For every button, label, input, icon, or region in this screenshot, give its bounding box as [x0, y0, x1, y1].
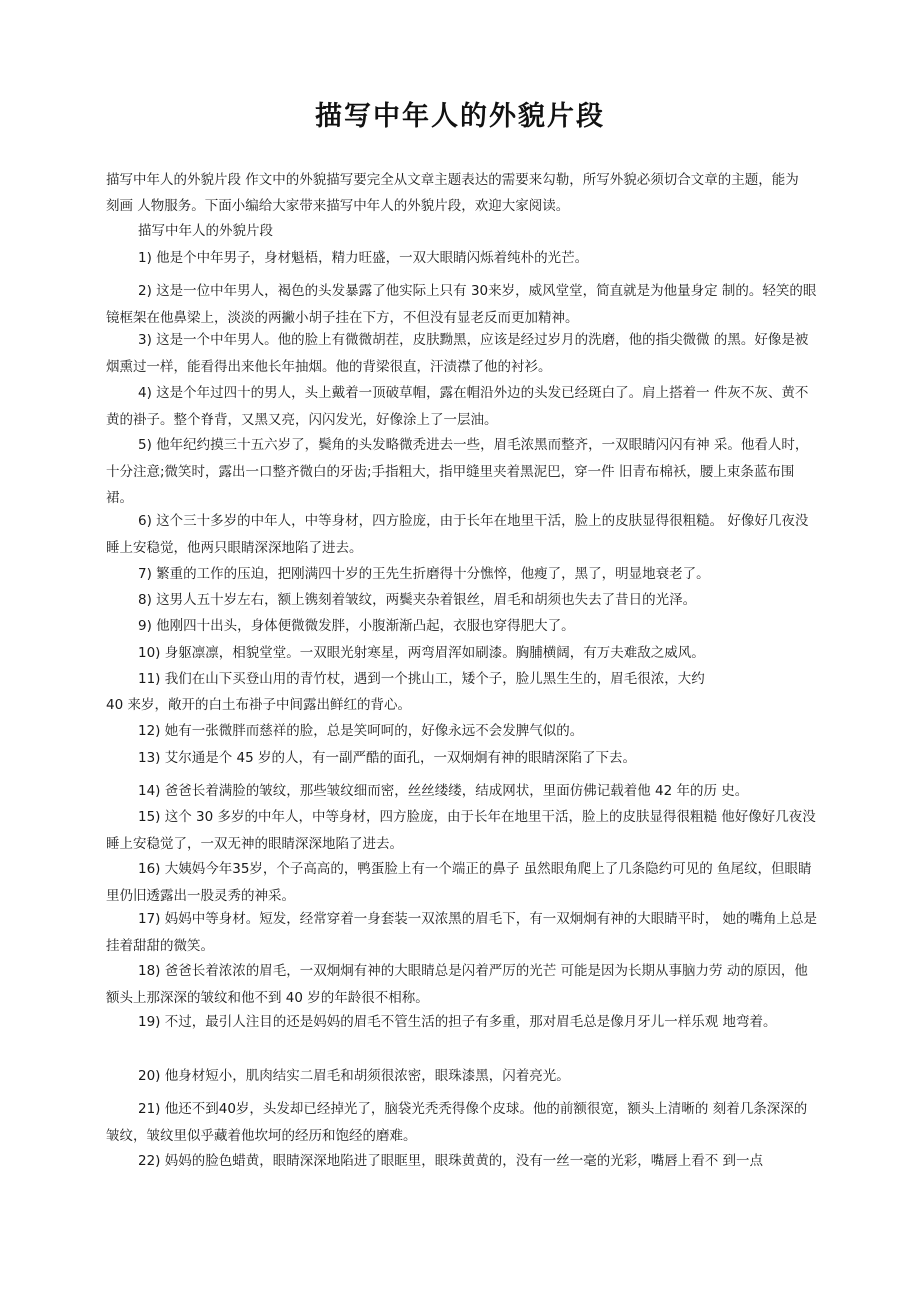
list-item: 8) 这男人五十岁左右，额上镌刻着皱纹，两鬓夹杂着银丝，眉毛和胡须也失去了昔日的光泽。 — [138, 592, 697, 608]
list-item: 6) 这个三十多岁的中年人，中等身材，四方脸庞，由于长年在地里干活，脸上的皮肤显得很粗糙。 好像好几夜没睡上安稳觉，他两只眼睛深深地陷了进去。 — [106, 513, 809, 556]
list-item: 19) 不过，最引人注目的还是妈妈的眉毛不管生活的担子有多重，那对眉毛总是像月牙儿一样乐观 地弯着。 — [138, 1014, 777, 1030]
intro-paragraph: 描写中年人的外貌片段 作文中的外貌描写要完全从文章主题表达的需要来勾勒，所写外貌必须切合文章的主题，能为刻画 人物服务。下面小编给大家带来描写中年人的外貌片段，欢迎大家阅读。 — [106, 172, 799, 214]
list-item: 20) 他身材短小，肌肉结实二眉毛和胡须很浓密，眼珠漆黑，闪着亮光。 — [138, 1068, 570, 1084]
list-item: 16) 大姨妈今年35岁，个子高高的，鸭蛋脸上有一个端正的鼻子 虽然眼角爬上了几条隐约可见的 鱼尾纹，但眼睛里仍旧透露出一股灵秀的神采。 — [106, 861, 812, 904]
list-item: 3) 这是一个中年男人。他的脸上有微微胡茬，皮肤黝黑，应该是经过岁月的洗磨，他的指尖微微 的黑。好像是被烟熏过一样，能看得出来他长年抽烟。他的背梁很直，汗渍襟了他的衬衫。 — [106, 332, 809, 375]
list-item: 22) 妈妈的脸色蜡黄，眼睛深深地陷进了眼眶里，眼珠黄黄的，没有一丝一毫的光彩，嘴唇上看不 到一点 — [138, 1153, 764, 1169]
list-item: 11) 我们在山下买登山用的青竹杖，遇到一个挑山工，矮个子，脸儿黑生生的，眉毛很浓，大约 — [138, 671, 705, 687]
section-subheading: 描写中年人的外貌片段 — [138, 223, 273, 239]
list-item: 5) 他年纪约摸三十五六岁了，鬓角的头发略微秃进去一些，眉毛浓黑而整齐，一双眼睛闪闪有神 采。他看人时，十分注意;微笑时，露出一口整齐微白的牙齿;手指粗大，指甲缝里夹着黑泥巴，穿一件 旧青布棉袄，腰上束条蓝布围裙。 — [106, 437, 809, 506]
list-item: 13) 艾尔通是个 45 岁的人，有一副严酷的面孔，一双炯炯有神的眼睛深陷了下去。 — [138, 750, 636, 766]
list-item: 17) 妈妈中等身材。短发，经常穿着一身套装一双浓黑的眉毛下，有一双炯炯有神的大眼睛平时， 她的嘴角上总是挂着甜甜的微笑。 — [106, 911, 818, 954]
list-item: 14) 爸爸长着满脸的皱纹，那些皱纹细而密，丝丝缕缕，结成网状，里面仿佛记载着他 42 年的历 史。 — [138, 783, 749, 799]
list-item: 2) 这是一位中年男人，褐色的头发暴露了他实际上只有 30来岁，威风堂堂，简直就是为他量身定 制的。轻笑的眼镜框架在他鼻梁上，淡淡的两撇小胡子挂在下方，不但没有显老反而更加精神。 — [106, 283, 817, 326]
list-item: 4) 这是个年过四十的男人，头上戴着一顶破草帽，露在帽沿外边的头发已经斑白了。肩上搭着一 件灰不灰、黄不黄的褂子。整个脊背，又黑又亮，闪闪发光，好像涂上了一层油。 — [106, 385, 809, 428]
page-title: 描写中年人的外貌片段 — [315, 101, 605, 132]
list-item: 15) 这个 30 多岁的中年人，中等身材，四方脸庞，由于长年在地里干活，脸上的皮肤显得很粗糙 他好像好几夜没睡上安稳觉了，一双无神的眼睛深深地陷了进去。 — [106, 809, 816, 852]
list-item: 18) 爸爸长着浓浓的眉毛，一双炯炯有神的大眼睛总是闪着严厉的光芒 可能是因为长期从事脑力劳 动的原因，他额头上那深深的皱纹和他不到 40 岁的年龄很不相称。 — [106, 963, 808, 1006]
list-item: 7) 繁重的工作的压迫，把刚满四十岁的王先生折磨得十分憔悴，他瘦了，黑了，明显地衰老了。 — [138, 566, 710, 582]
list-item-continuation: 40 来岁，敞开的白土布褂子中间露出鲜红的背心。 — [106, 697, 411, 713]
list-item: 21) 他还不到40岁，头发却已经掉光了，脑袋光秃秃得像个皮球。他的前额很宽，额头上清晰的 刻着几条深深的皱纹，皱纹里似乎藏着他坎坷的经历和饱经的磨难。 — [106, 1101, 808, 1144]
list-item: 12) 她有一张微胖而慈祥的脸，总是笑呵呵的，好像永远不会发脾气似的。 — [138, 723, 584, 739]
list-item: 9) 他刚四十出头，身体便微微发胖，小腹渐渐凸起，衣服也穿得肥大了。 — [138, 618, 575, 634]
list-item: 1) 他是个中年男子，身材魁梧，精力旺盛，一双大眼睛闪烁着纯朴的光芒。 — [138, 250, 589, 266]
list-item: 10) 身躯凛凛，相貌堂堂。一双眼光射寒星，两弯眉浑如刷漆。胸脯横阔，有万夫难敌之威风。 — [138, 645, 705, 661]
